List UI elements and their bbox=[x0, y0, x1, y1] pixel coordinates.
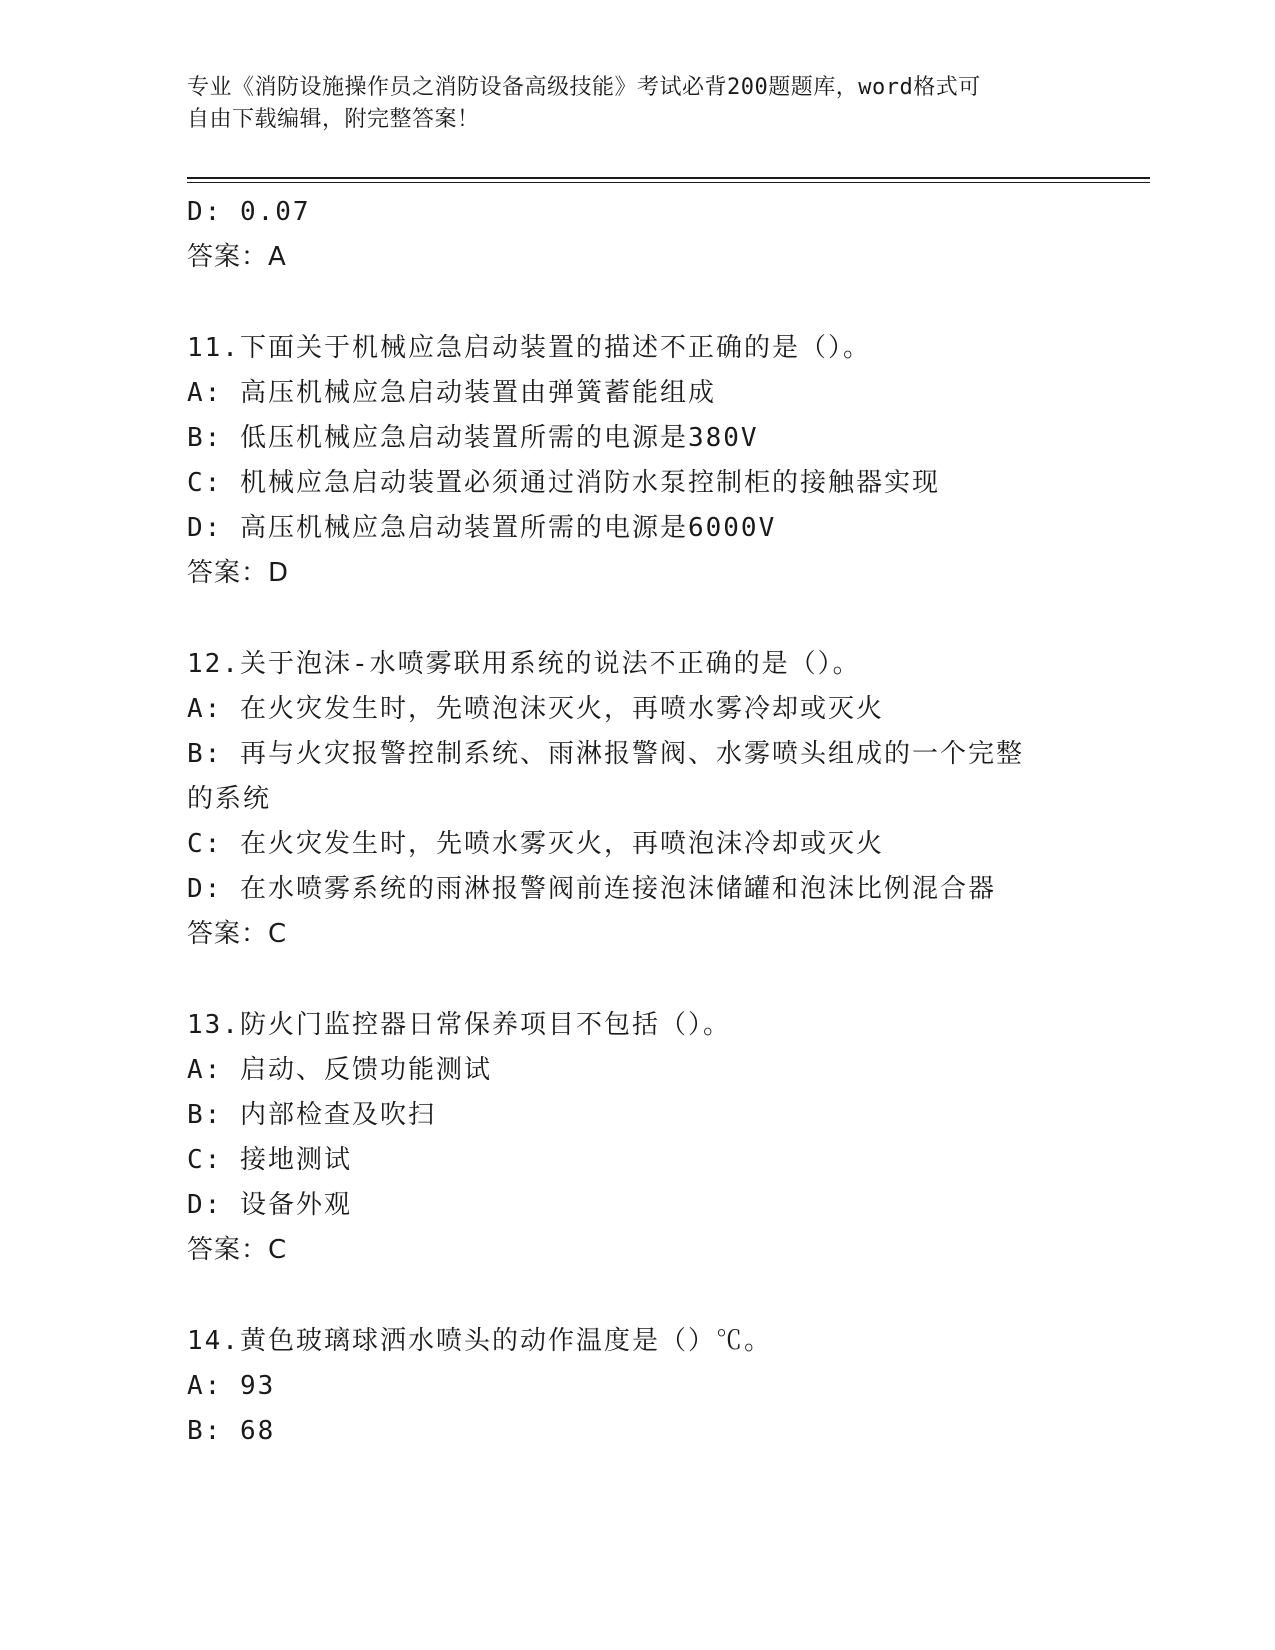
question-11 bbox=[187, 326, 1087, 596]
option-d: D: 设备外观 bbox=[187, 1190, 352, 1220]
option-c: C: 在火灾发生时，先喷水雾灭火，再喷泡沫冷却或灭火 bbox=[187, 829, 884, 859]
option-d: D: 0.07 bbox=[187, 197, 311, 227]
question-12 bbox=[187, 642, 1087, 957]
header-rule-thick bbox=[187, 177, 1150, 179]
question-list bbox=[187, 190, 1087, 1454]
option-b: B: 再与火灾报警控制系统、雨淋报警阀、水雾喷头组成的一个完整的系统 bbox=[187, 739, 1024, 814]
question-stem: 13.防火门监控器日常保养项目不包括（）。 bbox=[187, 1010, 731, 1040]
option-d: D: 高压机械应急启动装置所需的电源是6000V bbox=[187, 513, 777, 543]
answer: 答案：C bbox=[187, 1235, 288, 1265]
question-stem: 12.关于泡沫-水喷雾联用系统的说法不正确的是（）。 bbox=[187, 649, 861, 679]
option-b: B: 内部检查及吹扫 bbox=[187, 1100, 436, 1130]
option-a: A: 93 bbox=[187, 1371, 276, 1401]
option-c: C: 机械应急启动装置必须通过消防水泵控制柜的接触器实现 bbox=[187, 468, 940, 498]
option-b: B: 68 bbox=[187, 1416, 276, 1446]
header-rule-thin bbox=[187, 182, 1150, 183]
document-header bbox=[187, 72, 1067, 136]
option-a: A: 在火灾发生时，先喷泡沫灭火，再喷水雾冷却或灭火 bbox=[187, 694, 884, 724]
option-a: A: 高压机械应急启动装置由弹簧蓄能组成 bbox=[187, 378, 716, 408]
option-c: C: 接地测试 bbox=[187, 1145, 352, 1175]
answer: 答案：A bbox=[187, 242, 287, 272]
question-13 bbox=[187, 1003, 1087, 1273]
answer: 答案：D bbox=[187, 558, 290, 588]
header-line-1: 专业《消防设施操作员之消防设备高级技能》考试必背200题题库，word格式可 bbox=[187, 75, 981, 100]
question-14 bbox=[187, 1319, 1087, 1454]
option-d: D: 在水喷雾系统的雨淋报警阀前连接泡沫储罐和泡沫比例混合器 bbox=[187, 874, 996, 904]
option-a: A: 启动、反馈功能测试 bbox=[187, 1055, 492, 1085]
header-line-2: 自由下载编辑，附完整答案！ bbox=[187, 107, 480, 132]
answer: 答案：C bbox=[187, 919, 288, 949]
question-stem: 11.下面关于机械应急启动装置的描述不正确的是（）。 bbox=[187, 333, 871, 363]
option-b: B: 低压机械应急启动装置所需的电源是380V bbox=[187, 423, 759, 453]
question-stem: 14.黄色玻璃球洒水喷头的动作温度是（）℃。 bbox=[187, 1326, 772, 1356]
